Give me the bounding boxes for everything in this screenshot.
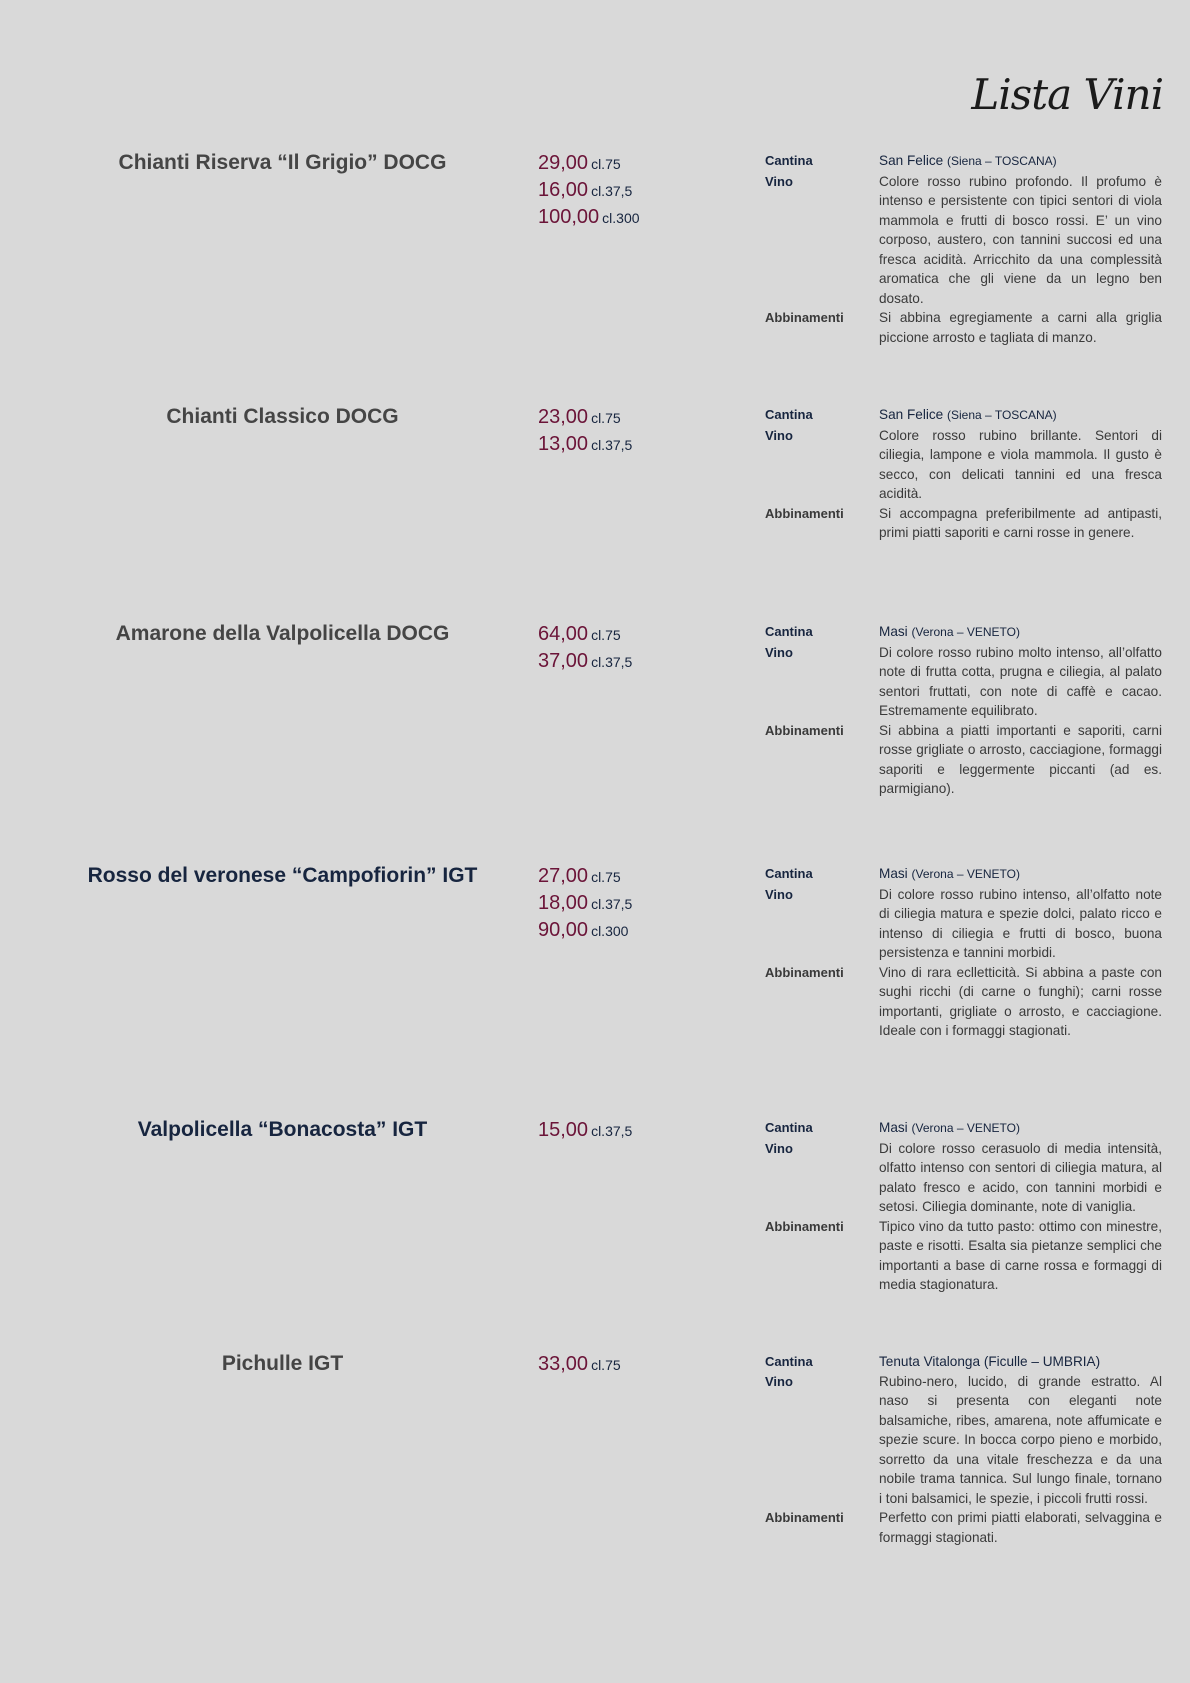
- price-line: [538, 150, 640, 177]
- cantina-name: San Felice: [879, 407, 944, 422]
- bottle-size: cl.75: [591, 156, 621, 172]
- price-value: 29,00: [538, 152, 589, 174]
- wine-details: [765, 864, 1162, 1041]
- vino-label: Vino: [765, 886, 793, 902]
- cantina-value: [879, 1352, 1162, 1372]
- bottle-size: cl.75: [591, 869, 621, 885]
- abbinamenti-label: Abbinamenti: [765, 1510, 844, 1525]
- price-line: [538, 1117, 632, 1144]
- wine-name: Pichulle IGT: [221, 1352, 344, 1375]
- price-line: [538, 648, 632, 675]
- abbinamenti-description: Vino di rara eclletticità. Si abbina a paste con sughi ricchi (di carne o funghi); carni rosse importanti, grigliate o arrosto, e cacciagione. Ideale con i formaggi stagionati.: [879, 964, 1162, 1038]
- price-line: [538, 917, 632, 944]
- price-value: 13,00: [538, 433, 589, 455]
- wine-prices: [538, 1117, 632, 1144]
- cantina-value: [879, 864, 1162, 885]
- cantina-label: Cantina: [765, 153, 813, 168]
- bottle-size: cl.300: [602, 210, 640, 226]
- price-value: 16,00: [538, 179, 589, 201]
- price-value: 27,00: [538, 865, 589, 887]
- bottle-size: cl.300: [591, 923, 629, 939]
- cantina-name: Tenuta Vitalonga: [879, 1354, 981, 1369]
- price-line: [538, 863, 632, 890]
- abbinamenti-description: Si abbina a piatti importanti e saporiti, carni rosse grigliate o arrosto, cacciagione, formaggi saporiti e leggermente piccanti (ad es. parmigiano).: [879, 722, 1162, 796]
- vino-description: Di colore rosso rubino molto intenso, all’olfatto note di frutta cotta, prugna e ciliegia, al palato sentori fruttati, con note di caffè e cacao. Estremamente equilibrato.: [879, 644, 1162, 718]
- bottle-size: cl.75: [591, 410, 621, 426]
- wine-name: Amarone della Valpolicella DOCG: [115, 622, 450, 645]
- cantina-location: (Verona – VENETO): [911, 867, 1020, 881]
- price-value: 33,00: [538, 1353, 589, 1375]
- wine-name: Rosso del veronese “Campofiorin” IGT: [87, 864, 478, 887]
- wine-name: Chianti Riserva “Il Grigio” DOCG: [118, 151, 447, 174]
- vino-label: Vino: [765, 1373, 793, 1389]
- price-line: [538, 1351, 621, 1378]
- vino-label: Vino: [765, 644, 793, 660]
- vino-label: Vino: [765, 427, 793, 443]
- vino-label: Vino: [765, 173, 793, 189]
- vino-description: Colore rosso rubino profondo. Il profumo è intenso e persistente con tipici sentori di viola mammola e frutti di bosco rossi. E’ un vino corposo, austero, con tannini succosi ed una fresca acidità. Arricchito da una complessità aromatica che gli viene da un legno ben dosato.: [879, 173, 1162, 306]
- abbinamenti-label: Abbinamenti: [765, 505, 844, 521]
- vino-description: Rubino-nero, lucido, di grande estratto. Al naso si presenta con eleganti note balsamiche, ribes, amarena, note affumicate e spezie scure. In bocca corpo pieno e morbido, sorretto da una vitale freschezza e da una nobile trama tannica. Sul lungo finale, tornano i toni balsamici, le spezie, i piccoli frutti rossi.: [879, 1373, 1162, 1506]
- cantina-label: Cantina: [765, 407, 813, 422]
- price-value: 37,00: [538, 650, 589, 672]
- wine-name: Chianti Classico DOCG: [166, 405, 399, 428]
- wine-details: [765, 405, 1162, 543]
- cantina-value: [879, 405, 1162, 426]
- price-line: [538, 204, 640, 231]
- price-line: [538, 621, 632, 648]
- price-line: [538, 431, 632, 458]
- cantina-name: Masi: [879, 624, 908, 639]
- wine-details: [765, 622, 1162, 799]
- bottle-size: cl.75: [591, 1357, 621, 1373]
- abbinamenti-description: Si accompagna preferibilmente ad antipasti, primi piatti saporiti e carni rosse in genere.: [879, 505, 1162, 540]
- vino-description: Di colore rosso rubino intenso, all’olfatto note di ciliegia matura e spezie dolci, palato ricco e intenso di ciliegia e frutti di bosco, buona persistenza e tannini morbidi.: [879, 886, 1162, 960]
- wine-prices: [538, 150, 640, 231]
- wine-name: Valpolicella “Bonacosta” IGT: [137, 1118, 428, 1141]
- cantina-name: San Felice: [879, 153, 944, 168]
- price-line: [538, 404, 632, 431]
- cantina-name: Masi: [879, 1120, 908, 1135]
- bottle-size: cl.37,5: [591, 654, 633, 670]
- bottle-size: cl.37,5: [591, 183, 633, 199]
- cantina-label: Cantina: [765, 1354, 813, 1369]
- price-value: 90,00: [538, 919, 589, 941]
- abbinamenti-label: Abbinamenti: [765, 310, 844, 325]
- price-value: 15,00: [538, 1119, 589, 1141]
- vino-description: Colore rosso rubino brillante. Sentori di ciliegia, lampone e viola mammola. Il gusto è secco, con delicati tannini ed una fresca acidità.: [879, 427, 1162, 501]
- price-value: 100,00: [538, 206, 600, 228]
- bottle-size: cl.37,5: [591, 1123, 633, 1139]
- wine-prices: [538, 404, 632, 458]
- page-title: Lista Vini: [971, 70, 1163, 119]
- abbinamenti-description: Si abbina egregiamente a carni alla griglia piccione arrosto e tagliata di manzo.: [879, 310, 1162, 345]
- cantina-value: [879, 622, 1162, 643]
- cantina-value: [879, 151, 1162, 172]
- bottle-size: cl.75: [591, 627, 621, 643]
- cantina-location: (Siena – TOSCANA): [947, 154, 1057, 168]
- vino-label: Vino: [765, 1140, 793, 1156]
- abbinamenti-description: Tipico vino da tutto pasto: ottimo con minestre, paste e risotti. Esalta sia pietanze semplici che importanti a base di carne rossa e formaggi di media stagionatura.: [879, 1218, 1162, 1292]
- price-value: 23,00: [538, 406, 589, 428]
- cantina-name: Masi: [879, 866, 908, 881]
- abbinamenti-label: Abbinamenti: [765, 1218, 844, 1234]
- cantina-label: Cantina: [765, 866, 813, 881]
- cantina-location: (Verona – VENETO): [911, 1121, 1020, 1135]
- bottle-size: cl.37,5: [591, 437, 633, 453]
- abbinamenti-description: Perfetto con primi piatti elaborati, selvaggina e formaggi stagionati.: [879, 1510, 1162, 1545]
- price-value: 18,00: [538, 892, 589, 914]
- abbinamenti-label: Abbinamenti: [765, 722, 844, 738]
- abbinamenti-label: Abbinamenti: [765, 964, 844, 980]
- price-line: [538, 890, 632, 917]
- wine-details: [765, 151, 1162, 347]
- bottle-size: cl.37,5: [591, 896, 633, 912]
- wine-prices: [538, 1351, 621, 1378]
- cantina-label: Cantina: [765, 624, 813, 639]
- cantina-location: (Ficulle – UMBRIA): [983, 1354, 1101, 1369]
- cantina-location: (Siena – TOSCANA): [947, 408, 1057, 422]
- wine-prices: [538, 863, 632, 944]
- wine-details: [765, 1352, 1162, 1547]
- cantina-location: (Verona – VENETO): [911, 625, 1020, 639]
- cantina-label: Cantina: [765, 1120, 813, 1135]
- vino-description: Di colore rosso cerasuolo di media intensità, olfatto intenso con sentori di ciliegia matura, al palato fresco e acido, con tannini morbidi e setosi. Ciliegia dominante, note di vaniglia.: [879, 1140, 1162, 1214]
- cantina-value: [879, 1118, 1162, 1139]
- wine-prices: [538, 621, 632, 675]
- wine-details: [765, 1118, 1162, 1295]
- price-line: [538, 177, 640, 204]
- price-value: 64,00: [538, 623, 589, 645]
